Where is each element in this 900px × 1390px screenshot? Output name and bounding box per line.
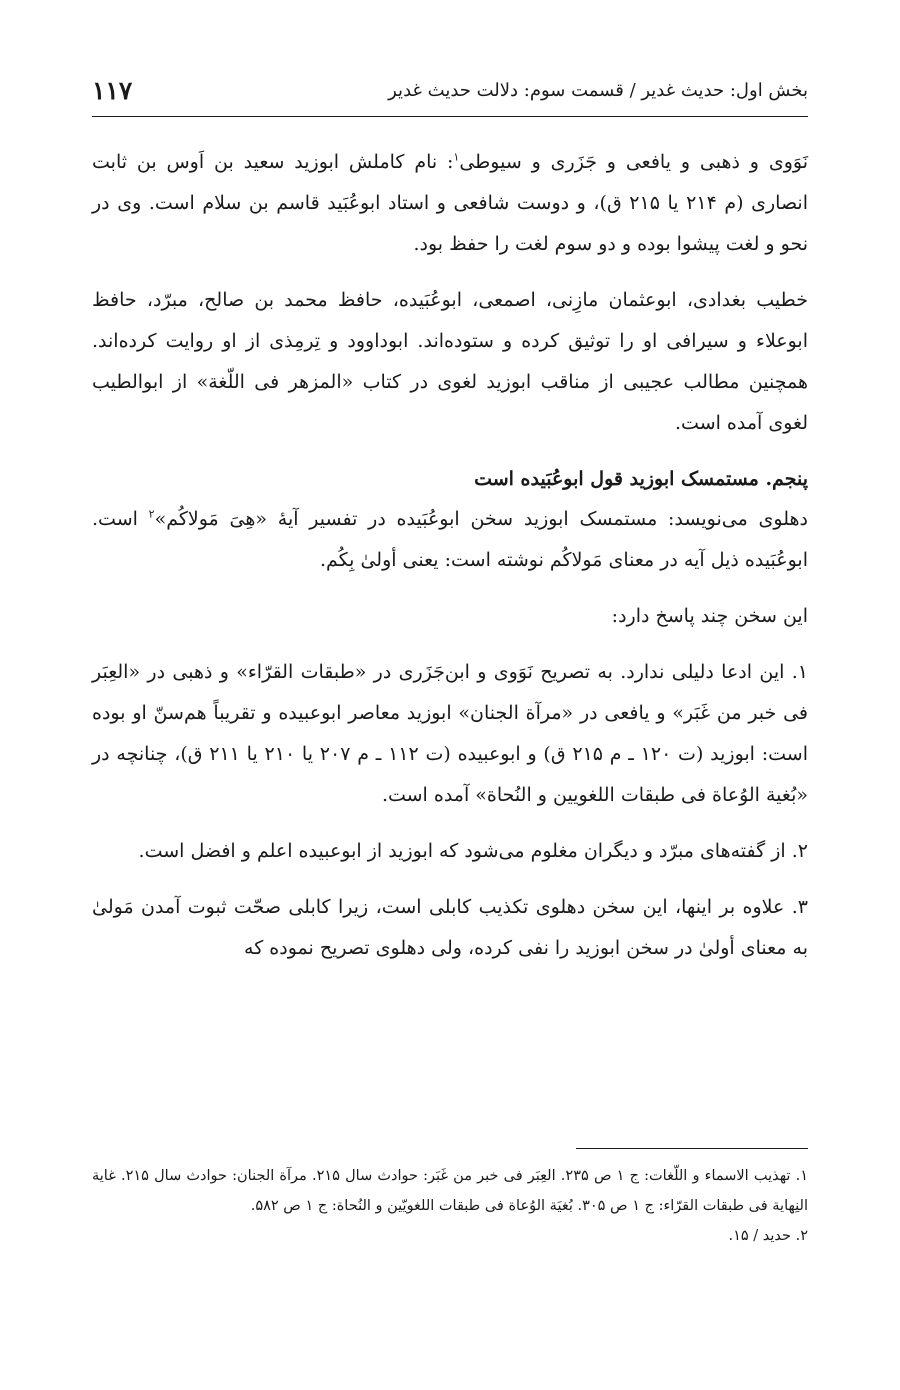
footnote-ref-1[interactable]: ۱ [453, 150, 460, 164]
footnote-divider [576, 1148, 808, 1149]
paragraph-3 [92, 499, 808, 581]
paragraph-1-rest: : نام کاملش ابوزید سعید بن اَوس بن ثابت انصاری (م ۲۱۴ یا ۲۱۵ ق)، و دوست شافعی و استاد ابوعُبَید قاسم بن سلام است. وی در نحو و لغت پیشوا بوده و دو سوم لغت را حفظ بود. [92, 151, 808, 255]
paragraph-5: ۱. این ادعا دلیلی ندارد. به تصریح نَوَوی و ابن‌جَزَری در «طبقات القرّاء» و ذهبی در «العِبَر فی خبر من غَبَر» و یافعی در «مرآة الجنان» ابوزید معاصر ابوعبیده و تقریباً هم‌سنّ او بوده است: ابوزید (ت ۱۲۰ ـ م ۲۱۵ ق) و ابوعبیده (ت ۱۱۲ ـ م ۲۰۷ یا ۲۱۰ یا ۲۱۱ ق)، چنانچه در «بُغیة الوُعاة فی طبقات اللغویین و النُحاة» آمده است. [92, 661, 808, 806]
footnote-2: ۲. حدید / ۱۵. [728, 1228, 808, 1244]
paragraph-3-rest: است. ابوعُبَیده ذیل آیه در معنای مَولاکُم نوشته است: یعنی أولیٰ بِکُم. [92, 508, 808, 571]
page-number: ۱۱۷ [92, 75, 133, 105]
paragraph-6: ۲. از گفته‌های مبرّد و دیگران مغلوم می‌شود که ابوزید از ابوعبیده اعلم و افضل است. [138, 840, 808, 862]
footnote-ref-2[interactable]: ۲ [148, 507, 155, 521]
footnote-1: ۱. تهذیب الاسماء و اللّغات: ج ۱ ص ۲۳۵. العِبَر فی خبر من غَبَر: حوادث سال ۲۱۵. مرآة الجنان: حوادث سال ۲۱۵. غایة النِهایة فی طبقات القرّاء: ج ۱ ص ۳۰۵. بُغیَة الوُعاة فی طبقات اللغویّین و النُحاة: ج ۱ ص ۵۸۲. [92, 1168, 809, 1214]
running-title: بخش اول: حدیث غدیر / قسمت سوم: دلالت حدیث غدیر [388, 79, 808, 101]
paragraph-1-text: نَوَوی و ذهبی و یافعی و جَزَری و سیوطی [459, 151, 808, 173]
paragraph-4: این سخن چند پاسخ دارد: [611, 605, 808, 627]
paragraph-2: خطیب بغدادی، ابوعثمان مازِنی، اصمعی، ابوعُبَیده، حافظ محمد بن صالح، مبرّد، حافظ ابوعلاء و سیرافی او را توثیق کرده و ستوده‌اند. ابوداوود و تِرمِذی از او روایت کرده‌اند. همچنین مطالب عجیبی از مناقب ابوزید لغوی در کتاب «المزهر فی اللّغة» از ابوالطیب لغوی آمده است. [92, 289, 808, 434]
paragraph-3-text: دهلوی می‌نویسد: مستمسک ابوزید سخن ابوعُبَیده در تفسیر آیهٔ «هِیَ مَولاکُم» [154, 508, 808, 530]
section-heading: پنجم. مستمسک ابوزید قول ابوعُبَیده است [474, 468, 808, 490]
footnotes [92, 1148, 808, 1251]
book-page [92, 0, 808, 1390]
running-head [92, 70, 808, 110]
body-text [92, 142, 808, 984]
paragraph-7: ۳. علاوه بر اینها، این سخن دهلوی تکذیب کابلی است، زیرا کابلی صحّت ثبوت آمدن مَولیٰ به معنای أولیٰ در سخن ابوزید را نفی کرده، ولی دهلوی تصریح نموده که [92, 896, 808, 959]
header-divider [92, 116, 808, 117]
paragraph-1 [92, 142, 808, 265]
